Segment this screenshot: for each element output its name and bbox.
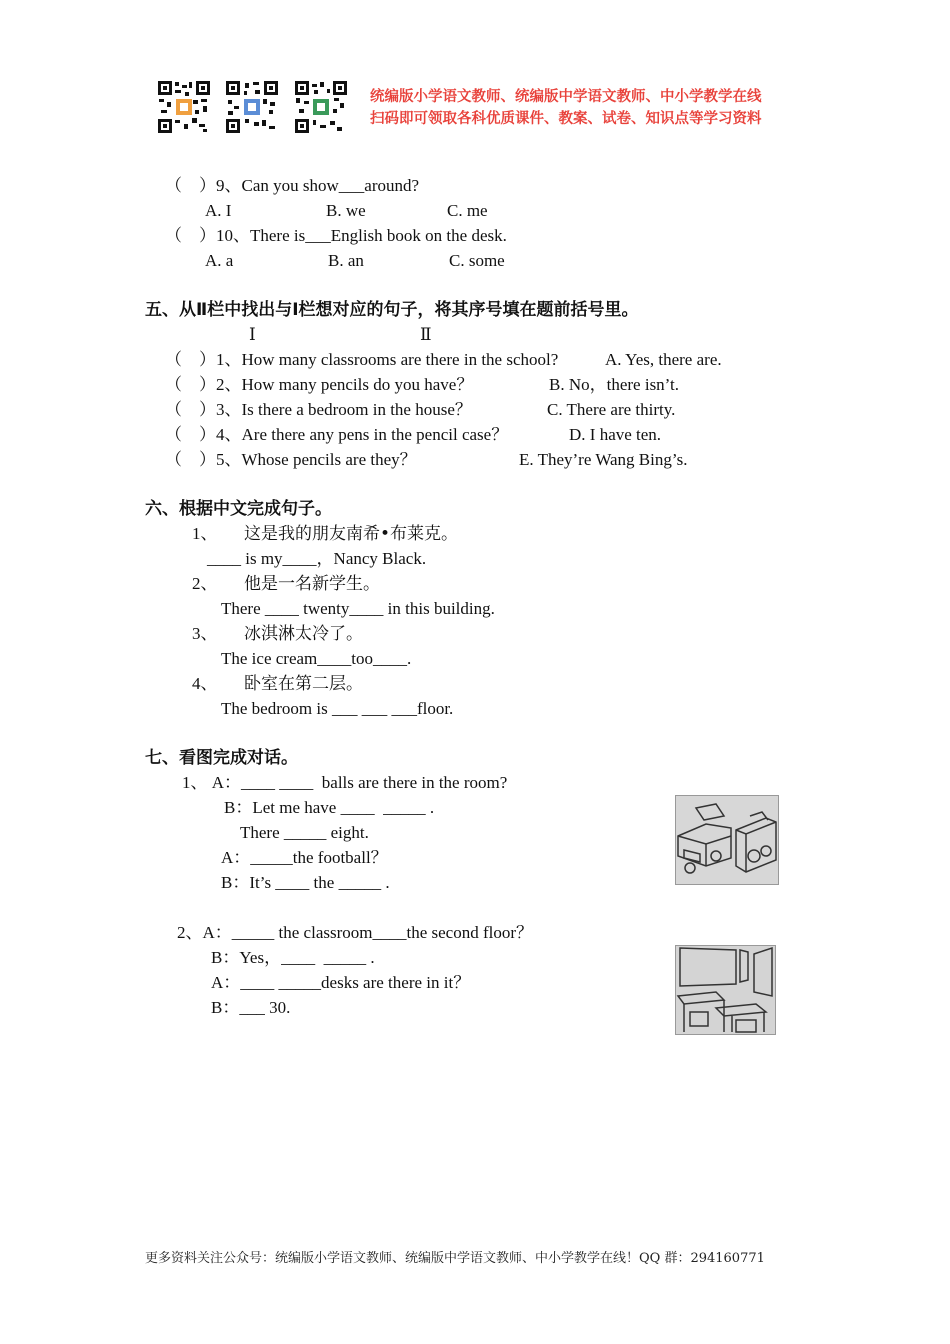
question-9: （ ）9、Can you show___around? [165,176,420,195]
match-question: （ ）3、Is there a bedroom in the house？ [165,400,472,419]
q10-option-a: A. a [205,251,234,270]
dialogue-2-line: A：____ _____desks are there in it？ [211,973,471,992]
chinese-prompt: 这是我的朋友南希•布莱克。 [244,524,459,544]
match-question: （ ）5、Whose pencils are they？ [165,450,417,469]
match-answer: C. There are thirty. [547,400,676,419]
dialogue-2-line: 2、A：_____ the classroom____the second floor？ [177,923,533,942]
item-number: 2、 [192,574,218,593]
classroom-picture [675,945,776,1035]
item-number: 1、 [192,524,218,543]
dialogue-1-line: 1、 A：____ ____ balls are there in the room? [182,773,508,792]
item-number: 3、 [192,624,218,643]
chinese-prompt: 他是一名新学生。 [244,574,380,594]
qr-code-3 [294,80,348,134]
match-answer: D. I have ten. [569,425,662,444]
match-question: （ ）1、How many classrooms are there in the school? [165,350,559,369]
column-1-label: Ⅰ [249,325,256,344]
item-number: 4、 [192,674,218,693]
english-blank-line: ____ is my____，Nancy Black. [207,549,427,568]
dialogue-2-line: B：Yes，____ _____ . [211,948,375,967]
dialogue-1-line: There _____ eight. [240,823,369,842]
q10-option-c: C. some [449,251,505,270]
qr-code-2 [225,80,279,134]
section-7-heading: 七、看图完成对话。 [145,748,298,768]
english-blank-line: There ____ twenty____ in this building. [221,599,495,618]
chinese-prompt: 冰淇淋太冷了。 [244,624,363,644]
room-picture [675,795,779,885]
qr-code-1 [157,80,211,134]
english-blank-line: The bedroom is ___ ___ ___floor. [221,699,454,718]
banner-line-1: 统编版小学语文教师、统编版中学语文教师、中小学教学在线 [370,89,762,105]
match-answer: A. Yes, there are. [605,350,722,369]
section-6-heading: 六、根据中文完成句子。 [145,499,332,519]
match-question: （ ）4、Are there any pens in the pencil case？ [165,425,509,444]
match-question: （ ）2、How many pencils do you have？ [165,375,474,394]
dialogue-1-line: B：Let me have ____ _____ . [224,798,435,817]
q10-option-b: B. an [328,251,364,270]
chinese-prompt: 卧室在第二层。 [244,674,363,694]
column-2-label: Ⅱ [420,325,432,344]
q9-option-a: A. I [205,201,232,220]
match-answer: E. They’re Wang Bing’s. [519,450,688,469]
question-10: （ ）10、There is___English book on the desk. [165,226,507,245]
dialogue-1-line: B：It’s ____ the _____ . [221,873,390,892]
q9-option-c: C. me [447,201,488,220]
match-answer: B. No，there isn’t. [549,375,680,394]
section-5-heading: 五、从Ⅱ栏中找出与Ⅰ栏想对应的句子，将其序号填在题前括号里。 [145,300,639,320]
footer-text: 更多资料关注公众号：统编版小学语文教师、统编版中学语文教师、中小学教学在线！QQ 群：294160771 [145,1251,765,1266]
dialogue-1-line: A：_____the football？ [221,848,388,867]
english-blank-line: The ice cream____too____. [221,649,412,668]
q9-option-b: B. we [326,201,366,220]
banner-line-2: 扫码即可领取各科优质课件、教案、试卷、知识点等学习资料 [370,111,762,127]
dialogue-2-line: B：___ 30. [211,998,291,1017]
